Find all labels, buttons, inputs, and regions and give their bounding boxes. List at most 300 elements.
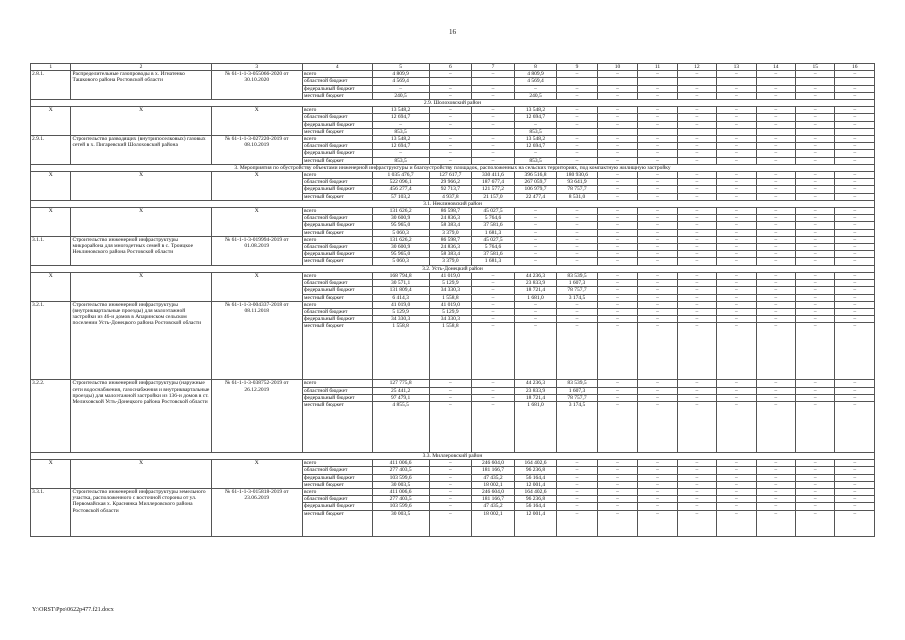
amount-cell: – xyxy=(429,143,472,150)
amount-cell: – xyxy=(756,474,795,481)
amount-cell: – xyxy=(597,460,637,467)
amount-cell: – xyxy=(557,258,597,265)
amount-cell: – xyxy=(835,503,875,510)
amount-cell: – xyxy=(514,121,557,128)
column-number-cell: 13 xyxy=(717,64,756,71)
amount-cell: – xyxy=(557,481,597,488)
amount-cell: – xyxy=(597,258,637,265)
item-name: Х xyxy=(71,460,211,489)
amount-cell: 13 548,2 xyxy=(514,107,557,114)
amount-cell: 5 764,6 xyxy=(472,244,515,251)
amount-cell: – xyxy=(717,481,756,488)
amount-cell: 4 809,9 xyxy=(514,71,557,78)
amount-cell: – xyxy=(638,481,677,488)
amount-cell: – xyxy=(677,107,716,114)
amount-cell: 5 129,9 xyxy=(429,308,472,315)
amount-cell: – xyxy=(429,150,472,157)
amount-cell: – xyxy=(472,157,515,164)
amount-cell: – xyxy=(796,394,835,401)
amount-cell: – xyxy=(717,244,756,251)
funding-source-label: федеральный бюджет xyxy=(302,503,372,510)
funding-source-label: федеральный бюджет xyxy=(302,394,372,401)
amount-cell: – xyxy=(638,280,677,287)
funding-source-label: областной бюджет xyxy=(302,114,372,121)
amount-cell xyxy=(756,78,795,85)
funding-source-label: местный бюджет xyxy=(302,193,372,200)
amount-cell: – xyxy=(717,503,756,510)
amount-cell: – xyxy=(638,488,677,495)
amount-cell xyxy=(756,128,795,135)
funding-source-label: всего xyxy=(302,71,372,78)
amount-cell: – xyxy=(756,467,795,474)
amount-cell: – xyxy=(638,193,677,200)
amount-cell: – xyxy=(835,107,875,114)
funding-source-label: федеральный бюджет xyxy=(302,222,372,229)
column-number-cell: 1 xyxy=(31,64,71,71)
amount-cell: – xyxy=(514,258,557,265)
amount-cell: – xyxy=(677,280,716,287)
table-row xyxy=(31,272,875,279)
amount-cell: – xyxy=(597,496,637,503)
amount-cell: – xyxy=(597,394,637,401)
project-document-number: № 61-1-1-3-027220-2019 от 08.10.2019 xyxy=(211,136,302,165)
amount-cell: 277 403,5 xyxy=(372,496,429,503)
column-number-cell: 5 xyxy=(372,64,429,71)
amount-cell: – xyxy=(638,387,677,394)
amount-cell: – xyxy=(597,474,637,481)
project-document-number: № 61-1-1-3-038752-2019 от 26.12.2019 xyxy=(211,380,302,453)
amount-cell: – xyxy=(796,107,835,114)
section-heading: 3. Мероприятия по обустройству объектами инженерной инфраструктуры и благоустройству площадок, расположенных на сельских территориях, под компактную жилищную застройку xyxy=(31,164,875,171)
amount-cell: – xyxy=(472,394,515,401)
amount-cell: – xyxy=(756,308,795,315)
amount-cell: 18 002,1 xyxy=(472,510,515,536)
amount-cell: – xyxy=(597,143,637,150)
amount-cell: 853,5 xyxy=(372,128,429,135)
amount-cell: 22 477,4 xyxy=(514,193,557,200)
amount-cell: – xyxy=(717,294,756,301)
amount-cell: – xyxy=(717,380,756,387)
amount-cell: – xyxy=(557,136,597,143)
amount-cell: – xyxy=(796,481,835,488)
item-number: Х xyxy=(31,272,71,301)
amount-cell: – xyxy=(717,215,756,222)
amount-cell: – xyxy=(472,323,515,380)
amount-cell: – xyxy=(638,85,677,92)
amount-cell: – xyxy=(756,460,795,467)
amount-cell: – xyxy=(717,460,756,467)
amount-cell: – xyxy=(472,272,515,279)
amount-cell: 78 757,7 xyxy=(557,394,597,401)
amount-cell: 164 402,6 xyxy=(514,460,557,467)
amount-cell: – xyxy=(677,85,716,92)
amount-cell: 45 027,5 xyxy=(472,208,515,215)
amount-cell: 95 965,0 xyxy=(372,222,429,229)
amount-cell: – xyxy=(796,474,835,481)
funding-source-label: областной бюджет xyxy=(302,308,372,315)
amount-cell: – xyxy=(514,301,557,308)
table-row xyxy=(31,107,875,114)
amount-cell: – xyxy=(717,316,756,323)
amount-cell: – xyxy=(557,157,597,164)
amount-cell: – xyxy=(835,71,875,78)
project-document-number: Х xyxy=(211,107,302,136)
amount-cell: 37 581,6 xyxy=(472,222,515,229)
amount-cell: 180 930,6 xyxy=(557,172,597,179)
amount-cell: – xyxy=(472,136,515,143)
amount-cell: – xyxy=(717,222,756,229)
amount-cell: 41 019,0 xyxy=(429,301,472,308)
amount-cell: – xyxy=(756,287,795,294)
amount-cell: 5 764,6 xyxy=(472,215,515,222)
funding-source-label: всего xyxy=(302,460,372,467)
amount-cell: – xyxy=(835,244,875,251)
amount-cell: – xyxy=(514,244,557,251)
amount-cell: – xyxy=(835,510,875,536)
amount-cell: – xyxy=(429,401,472,452)
amount-cell: 37 581,6 xyxy=(472,251,515,258)
amount-cell: – xyxy=(756,92,795,99)
amount-cell: 187 677,4 xyxy=(472,179,515,186)
amount-cell: – xyxy=(717,394,756,401)
amount-cell: – xyxy=(835,258,875,265)
amount-cell: – xyxy=(756,236,795,243)
amount-cell: – xyxy=(597,280,637,287)
item-name: Распределительные газопроводы в х. Игнатенко Ташкового района Ростовской области xyxy=(71,71,211,100)
funding-source-label: областной бюджет xyxy=(302,496,372,503)
amount-cell: – xyxy=(429,488,472,495)
amount-cell: – xyxy=(472,280,515,287)
table-row xyxy=(31,172,875,179)
amount-cell: – xyxy=(514,150,557,157)
amount-cell: – xyxy=(717,474,756,481)
amount-cell: 853,5 xyxy=(514,128,557,135)
amount-cell: – xyxy=(638,251,677,258)
amount-cell: 95 965,0 xyxy=(372,251,429,258)
funding-source-label: всего xyxy=(302,272,372,279)
amount-cell: – xyxy=(835,179,875,186)
funding-source-label: федеральный бюджет xyxy=(302,316,372,323)
amount-cell: – xyxy=(677,323,716,380)
column-number-cell: 14 xyxy=(756,64,795,71)
column-number-cell: 11 xyxy=(638,64,677,71)
amount-cell: – xyxy=(597,272,637,279)
amount-cell: 5 060,3 xyxy=(372,258,429,265)
amount-cell: 25 441,2 xyxy=(372,387,429,394)
amount-cell: – xyxy=(638,301,677,308)
amount-cell: – xyxy=(756,323,795,380)
amount-cell: – xyxy=(557,488,597,495)
amount-cell: – xyxy=(638,222,677,229)
funding-source-label: областной бюджет xyxy=(302,387,372,394)
amount-cell: – xyxy=(597,121,637,128)
amount-cell: – xyxy=(717,467,756,474)
amount-cell: – xyxy=(717,172,756,179)
amount-cell: – xyxy=(597,251,637,258)
amount-cell: – xyxy=(756,150,795,157)
amount-cell: – xyxy=(835,272,875,279)
amount-cell: – xyxy=(835,488,875,495)
amount-cell: – xyxy=(756,380,795,387)
amount-cell: – xyxy=(717,186,756,193)
amount-cell: – xyxy=(756,258,795,265)
amount-cell: – xyxy=(514,236,557,243)
amount-cell: 103 599,6 xyxy=(372,474,429,481)
amount-cell: – xyxy=(429,510,472,536)
column-number-cell: 7 xyxy=(472,64,515,71)
amount-cell: – xyxy=(796,387,835,394)
amount-cell: – xyxy=(677,387,716,394)
amount-cell: 456 277,4 xyxy=(372,186,429,193)
amount-cell: – xyxy=(756,179,795,186)
amount-cell: – xyxy=(597,488,637,495)
amount-cell: – xyxy=(677,136,716,143)
amount-cell: – xyxy=(638,244,677,251)
amount-cell: – xyxy=(597,107,637,114)
amount-cell: – xyxy=(677,143,716,150)
amount-cell: – xyxy=(756,510,795,536)
amount-cell: 131 626,2 xyxy=(372,208,429,215)
amount-cell: 30 600,9 xyxy=(372,215,429,222)
amount-cell: 12 694,7 xyxy=(514,114,557,121)
amount-cell: 44 236,3 xyxy=(514,272,557,279)
funding-source-label: всего xyxy=(302,208,372,215)
amount-cell: 5 129,9 xyxy=(372,308,429,315)
amount-cell: – xyxy=(677,308,716,315)
amount-cell xyxy=(796,128,835,135)
amount-cell: – xyxy=(597,136,637,143)
amount-cell: 3 174,5 xyxy=(557,294,597,301)
amount-cell: – xyxy=(677,394,716,401)
amount-cell: 57 103,2 xyxy=(372,193,429,200)
amount-cell: – xyxy=(756,222,795,229)
amount-cell: – xyxy=(835,380,875,387)
amount-cell: – xyxy=(717,280,756,287)
amount-cell: – xyxy=(796,136,835,143)
amount-cell: – xyxy=(835,186,875,193)
column-number-cell: 2 xyxy=(71,64,211,71)
amount-cell: – xyxy=(429,380,472,387)
amount-cell: – xyxy=(514,208,557,215)
amount-cell: – xyxy=(835,323,875,380)
amount-cell: 396 516,8 xyxy=(514,172,557,179)
table-row xyxy=(31,380,875,387)
amount-cell xyxy=(557,128,597,135)
table-row xyxy=(31,71,875,78)
amount-cell: 41 019,0 xyxy=(372,301,429,308)
amount-cell: – xyxy=(756,503,795,510)
amount-cell: – xyxy=(677,186,716,193)
amount-cell: – xyxy=(835,236,875,243)
amount-cell: – xyxy=(597,179,637,186)
amount-cell: – xyxy=(557,316,597,323)
amount-cell: 246 604,0 xyxy=(472,488,515,495)
amount-cell: 1 558,8 xyxy=(372,323,429,380)
amount-cell: – xyxy=(557,208,597,215)
amount-cell: 106 979,7 xyxy=(514,186,557,193)
amount-cell: – xyxy=(835,157,875,164)
amount-cell: – xyxy=(597,193,637,200)
amount-cell: 103 599,6 xyxy=(372,503,429,510)
amount-cell: – xyxy=(835,308,875,315)
table-row xyxy=(31,460,875,467)
amount-cell: – xyxy=(717,121,756,128)
amount-cell: – xyxy=(796,503,835,510)
amount-cell: – xyxy=(756,114,795,121)
amount-cell: – xyxy=(677,503,716,510)
amount-cell: 24 836,3 xyxy=(429,244,472,251)
amount-cell: – xyxy=(638,394,677,401)
funding-source-label: местный бюджет xyxy=(302,401,372,452)
amount-cell: 246 604,0 xyxy=(472,460,515,467)
amount-cell: – xyxy=(429,387,472,394)
amount-cell: – xyxy=(835,215,875,222)
funding-source-label: федеральный бюджет xyxy=(302,474,372,481)
amount-cell: – xyxy=(796,172,835,179)
amount-cell: 411 006,6 xyxy=(372,488,429,495)
amount-cell: 13 548,2 xyxy=(372,107,429,114)
amount-cell: – xyxy=(638,474,677,481)
amount-cell: – xyxy=(429,467,472,474)
amount-cell: – xyxy=(638,71,677,78)
section-heading: 2.9. Шолоховский район xyxy=(31,100,875,107)
amount-cell: 18 721,4 xyxy=(514,287,557,294)
amount-cell: – xyxy=(557,244,597,251)
amount-cell xyxy=(429,78,472,85)
amount-cell: 522 096,1 xyxy=(372,179,429,186)
amount-cell: – xyxy=(514,316,557,323)
column-number-cell: 6 xyxy=(429,64,472,71)
amount-cell: 1 558,8 xyxy=(429,323,472,380)
file-path-footer: Y:\ORST\Ppo\0622p477.f21.docx xyxy=(32,607,114,613)
amount-cell: – xyxy=(638,114,677,121)
section-heading-row xyxy=(31,200,875,207)
amount-cell: 181 166,7 xyxy=(472,496,515,503)
amount-cell: – xyxy=(638,272,677,279)
amount-cell: – xyxy=(557,236,597,243)
amount-cell: – xyxy=(796,229,835,236)
amount-cell: – xyxy=(796,380,835,387)
amount-cell: – xyxy=(717,287,756,294)
amount-cell: – xyxy=(677,287,716,294)
amount-cell: – xyxy=(717,92,756,99)
amount-cell: – xyxy=(597,215,637,222)
amount-cell: – xyxy=(756,496,795,503)
item-number: 3.1.1. xyxy=(31,236,71,265)
amount-cell: – xyxy=(597,172,637,179)
amount-cell: – xyxy=(796,186,835,193)
amount-cell: – xyxy=(717,236,756,243)
amount-cell: 277 403,5 xyxy=(372,467,429,474)
item-number: 3.3.1. xyxy=(31,488,71,536)
project-document-number: № 61-1-1-3-004337-2018 от 08.11.2018 xyxy=(211,301,302,380)
amount-cell: 34 330,3 xyxy=(429,316,472,323)
amount-cell: – xyxy=(677,150,716,157)
amount-cell: – xyxy=(796,488,835,495)
amount-cell: – xyxy=(677,488,716,495)
amount-cell xyxy=(472,78,515,85)
amount-cell: 4 569,4 xyxy=(514,78,557,85)
item-number: Х xyxy=(31,460,71,489)
item-number: Х xyxy=(31,172,71,201)
amount-cell: 5 129,9 xyxy=(429,280,472,287)
section-heading: 3.3. Миллеровский район xyxy=(31,452,875,459)
amount-cell: 93 641,9 xyxy=(557,179,597,186)
amount-cell: 168 794,8 xyxy=(372,272,429,279)
item-name: Строительство разводящих (внутрипоселковых) газовых сетей в х. Пигаревский Шолоховский района xyxy=(71,136,211,165)
amount-cell: – xyxy=(677,157,716,164)
amount-cell: – xyxy=(638,316,677,323)
amount-cell: – xyxy=(372,150,429,157)
amount-cell: – xyxy=(756,294,795,301)
amount-cell: – xyxy=(597,71,637,78)
amount-cell: – xyxy=(796,401,835,452)
amount-cell: – xyxy=(597,401,637,452)
column-number-cell: 15 xyxy=(796,64,835,71)
amount-cell: – xyxy=(796,323,835,380)
amount-cell: – xyxy=(638,380,677,387)
funding-source-label: федеральный бюджет xyxy=(302,121,372,128)
amount-cell: – xyxy=(557,510,597,536)
amount-cell: – xyxy=(472,114,515,121)
funding-source-label: федеральный бюджет xyxy=(302,251,372,258)
amount-cell: – xyxy=(638,323,677,380)
amount-cell: – xyxy=(472,143,515,150)
amount-cell: 853,5 xyxy=(372,157,429,164)
amount-cell: – xyxy=(835,467,875,474)
table-row xyxy=(31,301,875,308)
amount-cell: 121 577,2 xyxy=(472,186,515,193)
amount-cell: – xyxy=(557,71,597,78)
amount-cell xyxy=(429,128,472,135)
amount-cell: – xyxy=(796,193,835,200)
amount-cell: 6 414,3 xyxy=(372,294,429,301)
amount-cell: – xyxy=(835,121,875,128)
amount-cell: – xyxy=(597,503,637,510)
amount-cell: 18 721,4 xyxy=(514,394,557,401)
amount-cell: – xyxy=(717,229,756,236)
amount-cell: – xyxy=(677,114,716,121)
amount-cell: – xyxy=(677,229,716,236)
item-name: Х xyxy=(71,107,211,136)
amount-cell: – xyxy=(557,474,597,481)
amount-cell: – xyxy=(597,157,637,164)
amount-cell: 21 157,0 xyxy=(472,193,515,200)
amount-cell: – xyxy=(514,251,557,258)
amount-cell: – xyxy=(597,380,637,387)
column-number-cell: 3 xyxy=(211,64,302,71)
amount-cell: 83 539,5 xyxy=(557,272,597,279)
amount-cell: 1 607,3 xyxy=(557,387,597,394)
amount-cell: 30 571,1 xyxy=(372,280,429,287)
amount-cell: – xyxy=(835,229,875,236)
amount-cell: 3 379,0 xyxy=(429,229,472,236)
amount-cell: – xyxy=(796,114,835,121)
amount-cell: – xyxy=(638,121,677,128)
amount-cell: – xyxy=(835,193,875,200)
amount-cell: – xyxy=(472,401,515,452)
amount-cell: 18 002,1 xyxy=(472,481,515,488)
project-document-number: Х xyxy=(211,460,302,489)
amount-cell: 97 479,1 xyxy=(372,394,429,401)
amount-cell: – xyxy=(835,150,875,157)
amount-cell: – xyxy=(835,401,875,452)
item-number: 3.2.2. xyxy=(31,380,71,453)
amount-cell: – xyxy=(835,481,875,488)
amount-cell: – xyxy=(472,301,515,308)
amount-cell: – xyxy=(796,280,835,287)
amount-cell: 853,5 xyxy=(514,157,557,164)
